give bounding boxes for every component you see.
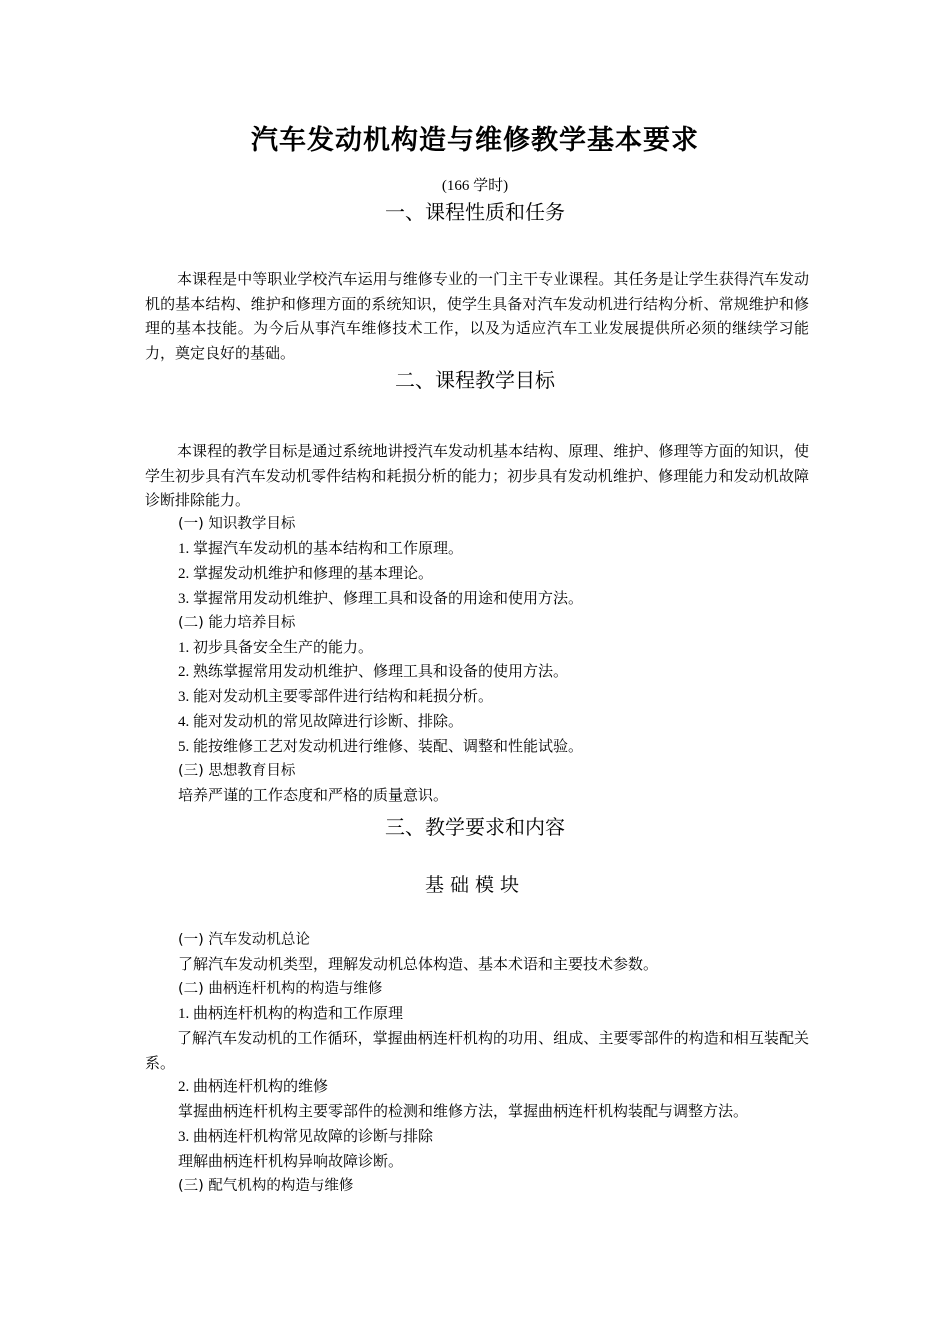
unit-2-item-2: 2. 曲柄连杆机构的维修	[178, 1079, 329, 1095]
unit-1-text: 了解汽车发动机类型，理解发动机总体构造、基本术语和主要技术参数。	[178, 957, 659, 973]
knowledge-goal-item: 3. 掌握常用发动机维护、修理工具和设备的用途和使用方法。	[178, 591, 584, 607]
unit-2-title: (二) 曲柄连杆机构的构造与维修	[178, 981, 383, 997]
course-hours: (166 学时)	[441, 178, 509, 194]
knowledge-goal-item: 1. 掌握汽车发动机的基本结构和工作原理。	[178, 541, 464, 557]
unit-1-title: (一) 汽车发动机总论	[178, 932, 310, 948]
ability-goal-item: 1. 初步具备安全生产的能力。	[178, 640, 374, 656]
section-2-body: 本课程的教学目标是通过系统地讲授汽车发动机基本结构、原理、维护、修理等方面的知识，使学生初步具有汽车发动机零件结构和耗损分析的能力；初步具有发动机维护、修理能力和发动机故障诊断排除能力。	[145, 444, 809, 509]
ability-goal-item: 4. 能对发动机的常见故障进行诊断、排除。	[178, 714, 464, 730]
unit-2-item-2-text: 掌握曲柄连杆机构主要零部件的检测和维修方法，掌握曲柄连杆机构装配与调整方法。	[178, 1104, 749, 1120]
ability-goal-item: 5. 能按维修工艺对发动机进行维修、装配、调整和性能试验。	[178, 739, 584, 755]
section-2-heading: 二、课程教学目标	[395, 368, 555, 392]
unit-2-item-1-text: 了解汽车发动机的工作循环，掌握曲柄连杆机构的功用、组成、主要零部件的构造和相互装配关系。	[145, 1031, 809, 1072]
module-heading: 基础模块	[424, 875, 525, 896]
section-1-body: 本课程是中等职业学校汽车运用与维修专业的一门主干专业课程。其任务是让学生获得汽车发动机的基本结构、维护和修理方面的系统知识，使学生具备对汽车发动机进行结构分析、常规维护和修理的基本技能。为今后从事汽车维修技术工作，以及为适应汽车工业发展提供所必须的继续学习能力，奠定良好的基础。	[145, 272, 809, 362]
ability-goal-item: 3. 能对发动机主要零部件进行结构和耗损分析。	[178, 689, 494, 705]
knowledge-goal-item: 2. 掌握发动机维护和修理的基本理论。	[178, 566, 434, 582]
unit-3-title: (三) 配气机构的构造与维修	[178, 1178, 354, 1194]
unit-2-item-3: 3. 曲柄连杆机构常见故障的诊断与排除	[178, 1129, 434, 1145]
section-1-heading: 一、课程性质和任务	[385, 200, 565, 224]
knowledge-goals-title: (一) 知识教学目标	[178, 516, 296, 532]
moral-goal-item: 培养严谨的工作态度和严格的质量意识。	[178, 788, 449, 804]
document-title: 汽车发动机构造与维修教学基本要求	[251, 125, 699, 155]
moral-goals-title: (三) 思想教育目标	[178, 763, 296, 779]
unit-2-item-1: 1. 曲柄连杆机构的构造和工作原理	[178, 1006, 404, 1022]
ability-goal-item: 2. 熟练掌握常用发动机维护、修理工具和设备的使用方法。	[178, 664, 569, 680]
ability-goals-title: (二) 能力培养目标	[178, 615, 296, 631]
section-3-heading: 三、教学要求和内容	[385, 815, 565, 839]
unit-2-item-3-text: 理解曲柄连杆机构异响故障诊断。	[178, 1154, 404, 1170]
